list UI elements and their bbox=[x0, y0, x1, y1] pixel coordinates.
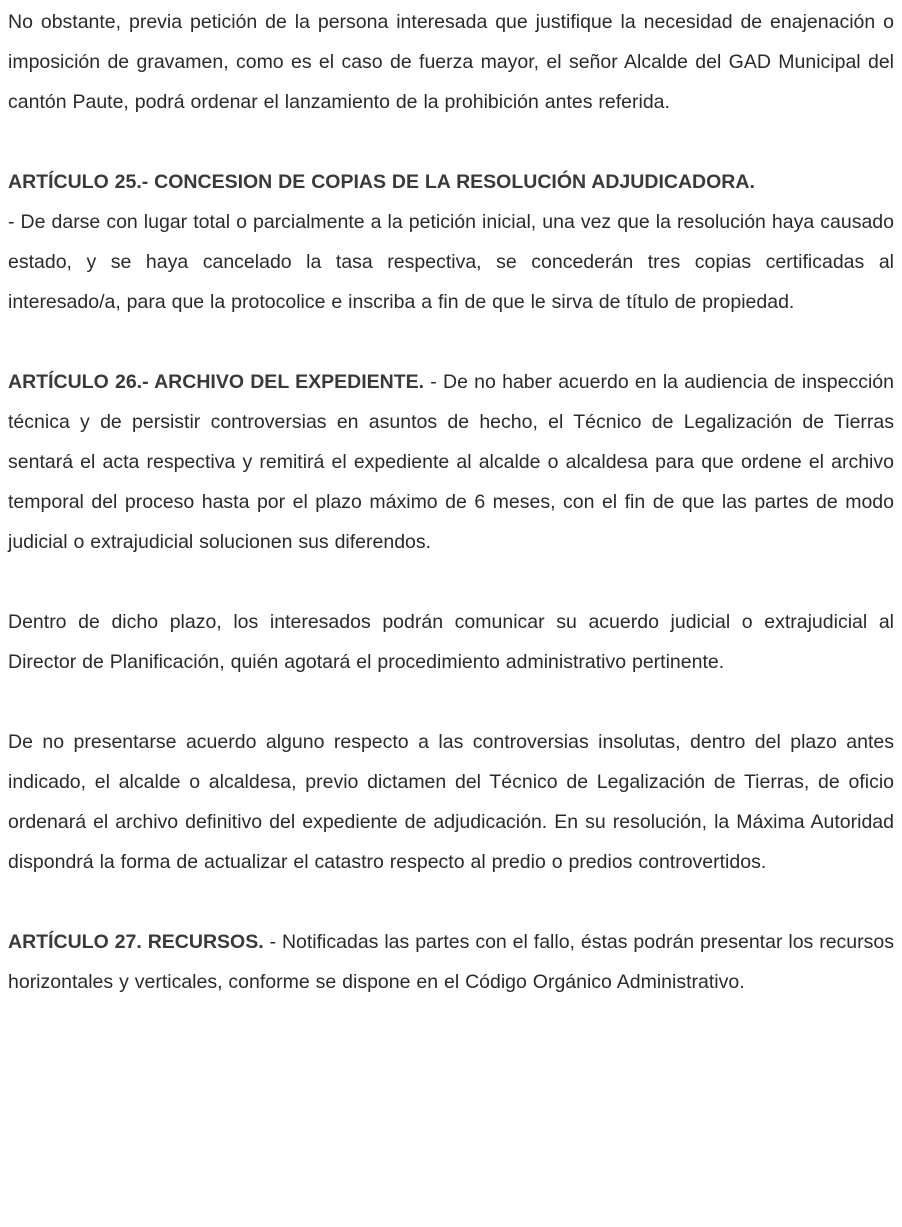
paragraph-text: De no presentarse acuerdo alguno respecto a las controversias insolutas, dentro del plazo antes indicado, el alcalde o alcaldesa, previo dictamen del Técnico de Legalización de Tierras, de oficio ordenará el archivo definitivo del expediente de adjudicación. En su resolución, la Máxima Autoridad dispondrá la forma de actualizar el catastro respecto al predio o predios controvertidos. bbox=[8, 731, 894, 873]
article-25-text: - De darse con lugar total o parcialmente a la petición inicial, una vez que la resolución haya causado estado, y se haya cancelado la tasa respectiva, se concederán tres copias certificadas al interesado/a, para que la protocolice e inscriba a fin de que le sirva de título de propiedad. bbox=[8, 211, 894, 313]
article-27-text: - Notificadas las partes con el fallo, éstas podrán presentar los recursos horizontales y verticales, conforme se dispone en el Código Orgánico Administrativo. bbox=[8, 931, 894, 993]
article-26-text: - De no haber acuerdo en la audiencia de inspección técnica y de persistir controversias en asuntos de hecho, el Técnico de Legalización de Tierras sentará el acta respectiva y remitirá el expediente al alcalde o alcaldesa para que ordene el archivo temporal del proceso hasta por el plazo máximo de 6 meses, con el fin de que las partes de modo judicial o extrajudicial solucionen sus diferendos. bbox=[8, 371, 894, 553]
paragraph-term bbox=[8, 602, 894, 682]
paragraph-text: No obstante, previa petición de la persona interesada que justifique la necesidad de enajenación o imposición de gravamen, como es el caso de fuerza mayor, el señor Alcalde del GAD Municipal del cantón Paute, podrá ordenar el lanzamiento de la prohibición antes referida. bbox=[8, 11, 894, 113]
paragraph-prohibition bbox=[8, 2, 894, 122]
article-27 bbox=[8, 922, 894, 1002]
article-27-heading: ARTÍCULO 27. RECURSOS. bbox=[8, 931, 264, 953]
article-26 bbox=[8, 362, 894, 562]
paragraph-no-agreement bbox=[8, 722, 894, 882]
article-25-heading: ARTÍCULO 25.- CONCESION DE COPIAS DE LA RESOLUCIÓN ADJUDICADORA. bbox=[8, 171, 755, 193]
paragraph-text: Dentro de dicho plazo, los interesados podrán comunicar su acuerdo judicial o extrajudicial al Director de Planificación, quién agotará el procedimiento administrativo pertinente. bbox=[8, 611, 894, 673]
document-page bbox=[8, 2, 894, 1002]
article-26-heading: ARTÍCULO 26.- ARCHIVO DEL EXPEDIENTE. bbox=[8, 371, 425, 393]
article-25 bbox=[8, 162, 894, 322]
